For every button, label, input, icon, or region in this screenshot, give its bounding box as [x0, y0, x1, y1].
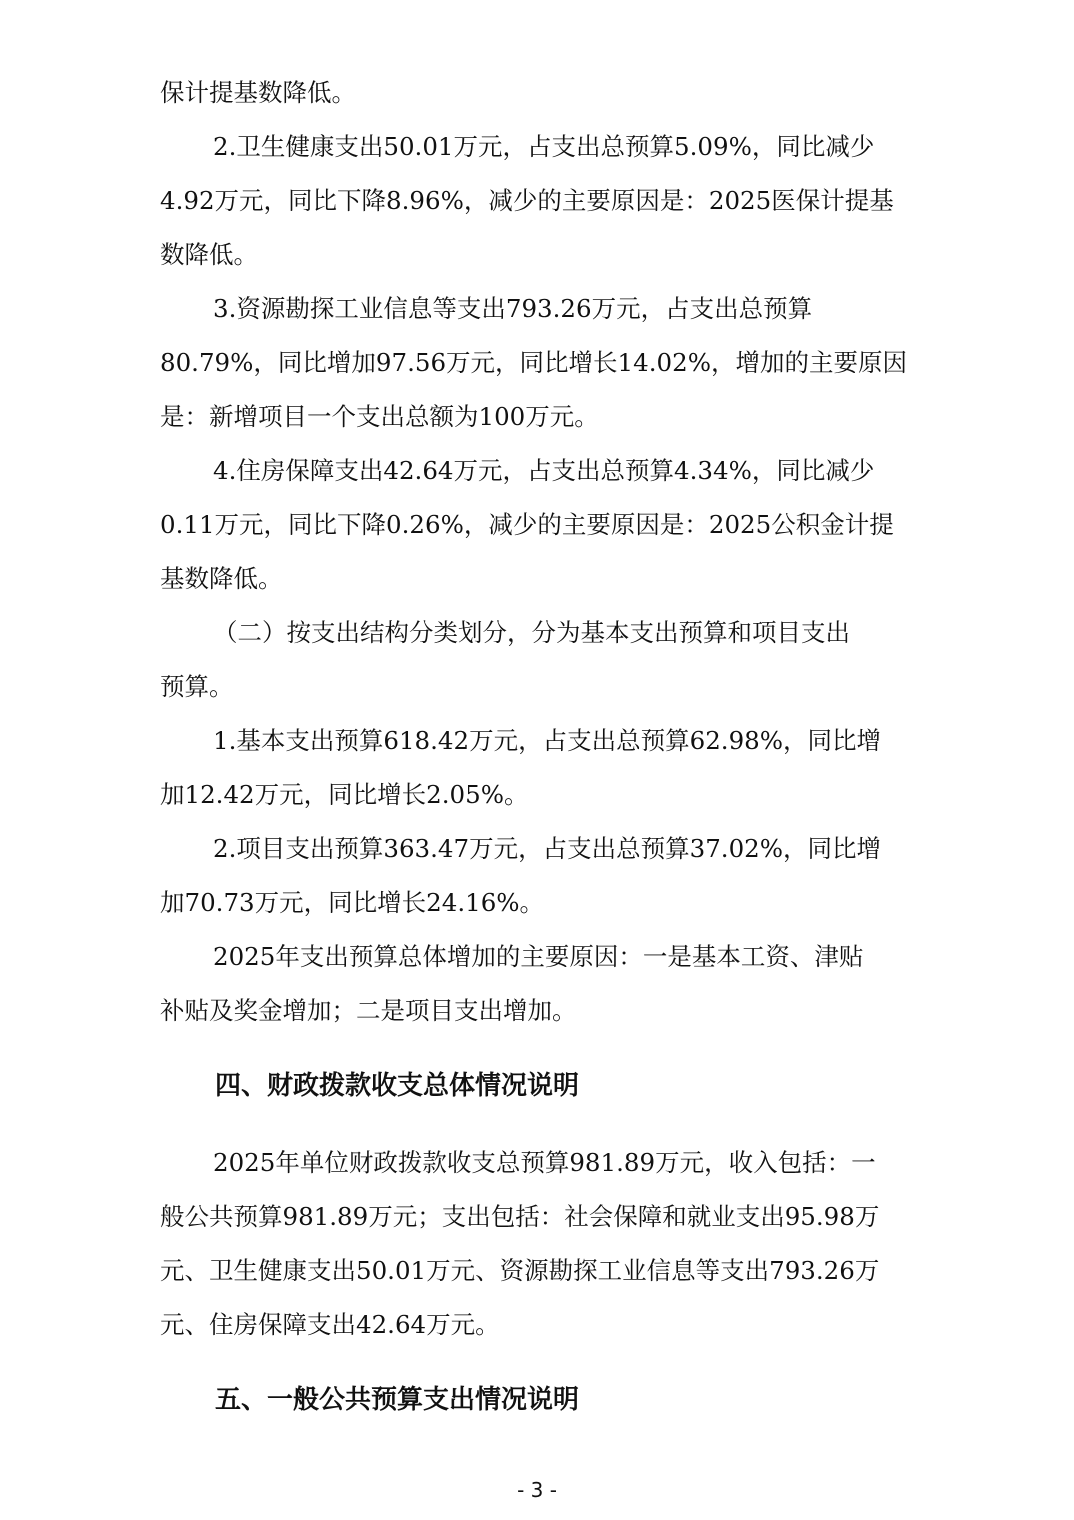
section-heading-4: 四、财政拨款收支总体情况说明 — [215, 1071, 580, 1101]
text-line: 3.资源勘探工业信息等支出793.26万元，占支出总预算 — [213, 294, 813, 323]
text-line: （二）按支出结构分类划分，分为基本支出预算和项目支出 — [213, 618, 850, 647]
text-line: 预算。 — [160, 672, 234, 701]
text-line: 加12.42万元，同比增长2.05%。 — [160, 780, 529, 809]
text-line: 是：新增项目一个支出总额为100万元。 — [160, 402, 599, 431]
section-heading-5: 五、一般公共预算支出情况说明 — [215, 1385, 580, 1415]
text-line: 2.卫生健康支出50.01万元，占支出总预算5.09%，同比减少 — [213, 132, 875, 161]
text-line: 补贴及奖金增加；二是项目支出增加。 — [160, 996, 577, 1025]
text-line: 1.基本支出预算618.42万元，占支出总预算62.98%，同比增 — [213, 726, 882, 755]
text-line: 基数降低。 — [160, 564, 283, 593]
text-line: 80.79%，同比增加97.56万元，同比增长14.02%，增加的主要原因 — [160, 348, 907, 377]
text-line: 元、卫生健康支出50.01万元、资源勘探工业信息等支出793.26万 — [160, 1256, 880, 1285]
text-line: 数降低。 — [160, 240, 258, 269]
text-line: 2.项目支出预算363.47万元，占支出总预算37.02%，同比增 — [213, 834, 882, 863]
text-line: 元、住房保障支出42.64万元。 — [160, 1310, 500, 1339]
text-line: 4.住房保障支出42.64万元，占支出总预算4.34%，同比减少 — [213, 456, 875, 485]
text-line: 般公共预算981.89万元；支出包括：社会保障和就业支出95.98万 — [160, 1202, 880, 1231]
text-line: 2025年支出预算总体增加的主要原因：一是基本工资、津贴 — [213, 942, 864, 971]
text-line: 保计提基数降低。 — [160, 78, 356, 107]
text-line: 4.92万元，同比下降8.96%，减少的主要原因是：2025医保计提基 — [160, 186, 894, 215]
text-line: 0.11万元，同比下降0.26%，减少的主要原因是：2025公积金计提 — [160, 510, 894, 539]
text-line: 加70.73万元，同比增长24.16%。 — [160, 888, 545, 917]
text-line: 2025年单位财政拨款收支总预算981.89万元，收入包括：一 — [213, 1148, 876, 1177]
page-number: - 3 - — [517, 1478, 557, 1502]
